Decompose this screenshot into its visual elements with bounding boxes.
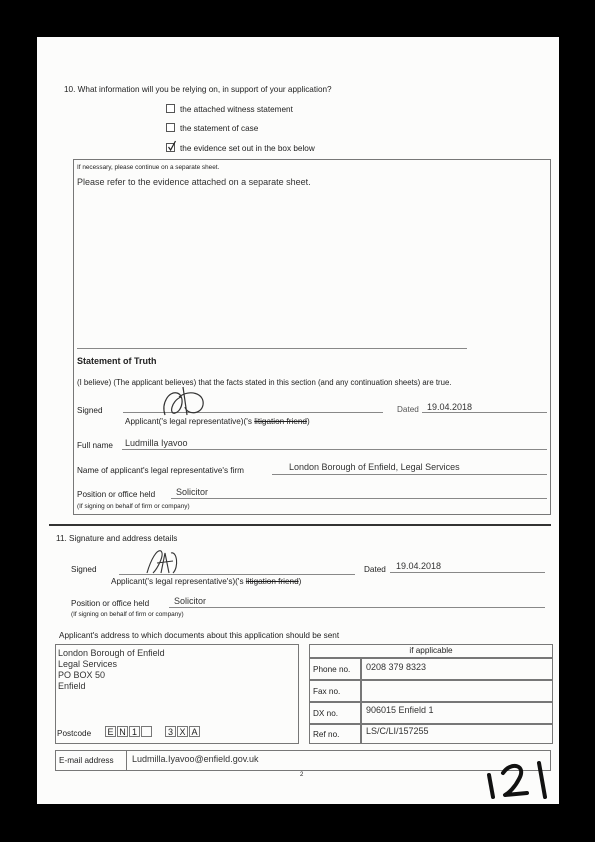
- postcode-cell[interactable]: A: [189, 726, 200, 737]
- email-box: [55, 750, 551, 771]
- check-icon: [167, 142, 176, 151]
- option-statement-label: the statement of case: [180, 124, 259, 133]
- q11-dated-line: [390, 572, 545, 573]
- address-line-3: PO BOX 50: [58, 670, 106, 680]
- ref-value: LS/C/LI/157255: [366, 726, 429, 736]
- truth-heading: Statement of Truth: [77, 356, 157, 366]
- option-witness-label: the attached witness statement: [180, 105, 293, 114]
- firm-label: Name of applicant's legal representative's firm: [77, 466, 244, 475]
- option-evidence-checkbox[interactable]: [166, 143, 175, 152]
- postcode-cell[interactable]: N: [117, 726, 128, 737]
- fax-value-cell[interactable]: [361, 680, 553, 702]
- option-evidence-label: the evidence set out in the box below: [180, 144, 315, 153]
- postcode-cell[interactable]: [141, 726, 152, 737]
- postcode-cell[interactable]: X: [177, 726, 188, 737]
- truth-signed-label: Signed: [77, 406, 103, 415]
- q11-position-note: (If signing on behalf of firm or company): [71, 611, 184, 618]
- q11-position-line: [169, 607, 545, 608]
- box-note: If necessary, please continue on a separate sheet.: [77, 164, 220, 171]
- address-line-4: Enfield: [58, 681, 86, 691]
- q11-applicant-post: ): [298, 577, 302, 586]
- q11-dated-value[interactable]: 19.04.2018: [396, 561, 442, 571]
- option-statement-checkbox[interactable]: [166, 123, 175, 132]
- position-label: Position or office held: [77, 490, 156, 499]
- handwritten-page-number: [483, 757, 555, 801]
- dx-value: 906015 Enfield 1: [366, 705, 434, 715]
- fullname-value[interactable]: Ludmilla Iyavoo: [125, 438, 188, 448]
- email-label: E-mail address: [59, 756, 114, 765]
- form-page: [37, 37, 559, 804]
- address-line-2: Legal Services: [58, 659, 118, 669]
- phone-label: Phone no.: [313, 665, 351, 674]
- address-heading: Applicant's address to which documents about this application should be sent: [59, 631, 340, 640]
- q11-signature-image: [143, 547, 183, 577]
- truth-dated-line: [422, 412, 547, 413]
- q11-signed-label: Signed: [71, 565, 97, 574]
- postcode-label: Postcode: [57, 729, 92, 738]
- if-applicable-label: if applicable: [409, 646, 453, 655]
- truth-applicant-strike: litigation friend: [254, 417, 307, 426]
- q11-applicant-pre: Applicant('s legal representative's)('s: [111, 577, 246, 586]
- address-line-1: London Borough of Enfield: [58, 648, 165, 658]
- fullname-label: Full name: [77, 441, 113, 450]
- ref-label: Ref no.: [313, 730, 340, 739]
- position-note: (If signing on behalf of firm or company): [77, 503, 190, 510]
- page-number: 2: [300, 772, 304, 778]
- q10-question: 10. What information will you be relying on, in support of your application?: [64, 85, 332, 94]
- q11-position-label: Position or office held: [71, 599, 150, 608]
- position-line: [171, 498, 547, 499]
- email-value[interactable]: Ludmilla.Iyavoo@enfield.gov.uk: [132, 754, 259, 764]
- truth-statement: (I believe) (The applicant believes) that the facts stated in this section (and any continuation sheets) are true.: [77, 378, 452, 387]
- truth-dated-value[interactable]: 19.04.2018: [427, 402, 473, 412]
- postcode-cell[interactable]: 3: [165, 726, 176, 737]
- firm-line: [272, 474, 547, 475]
- divider: [77, 348, 467, 349]
- truth-applicant-caption: [125, 417, 310, 427]
- evidence-text[interactable]: Please refer to the evidence attached on a separate sheet.: [77, 177, 311, 187]
- signature-image: [159, 385, 209, 421]
- truth-applicant-pre: Applicant('s legal representative)('s: [125, 417, 255, 426]
- postcode-cell[interactable]: 1: [129, 726, 140, 737]
- option-witness-checkbox[interactable]: [166, 104, 175, 113]
- q11-position-value[interactable]: Solicitor: [174, 596, 207, 606]
- firm-value[interactable]: London Borough of Enfield, Legal Services: [289, 462, 460, 472]
- section-separator: [49, 524, 551, 526]
- fax-label: Fax no.: [313, 687, 341, 696]
- truth-dated-label: Dated: [397, 405, 419, 414]
- postcode-cell[interactable]: E: [105, 726, 116, 737]
- q11-dated-label: Dated: [364, 565, 386, 574]
- q11-applicant-caption: [111, 577, 301, 587]
- fullname-line: [122, 449, 547, 450]
- position-value[interactable]: Solicitor: [176, 487, 209, 497]
- q11-applicant-strike: litigation friend: [245, 577, 299, 586]
- dx-label: DX no.: [313, 709, 339, 718]
- q11-heading: 11. Signature and address details: [56, 534, 178, 543]
- truth-applicant-post: ): [306, 417, 310, 426]
- phone-value: 0208 379 8323: [366, 662, 427, 672]
